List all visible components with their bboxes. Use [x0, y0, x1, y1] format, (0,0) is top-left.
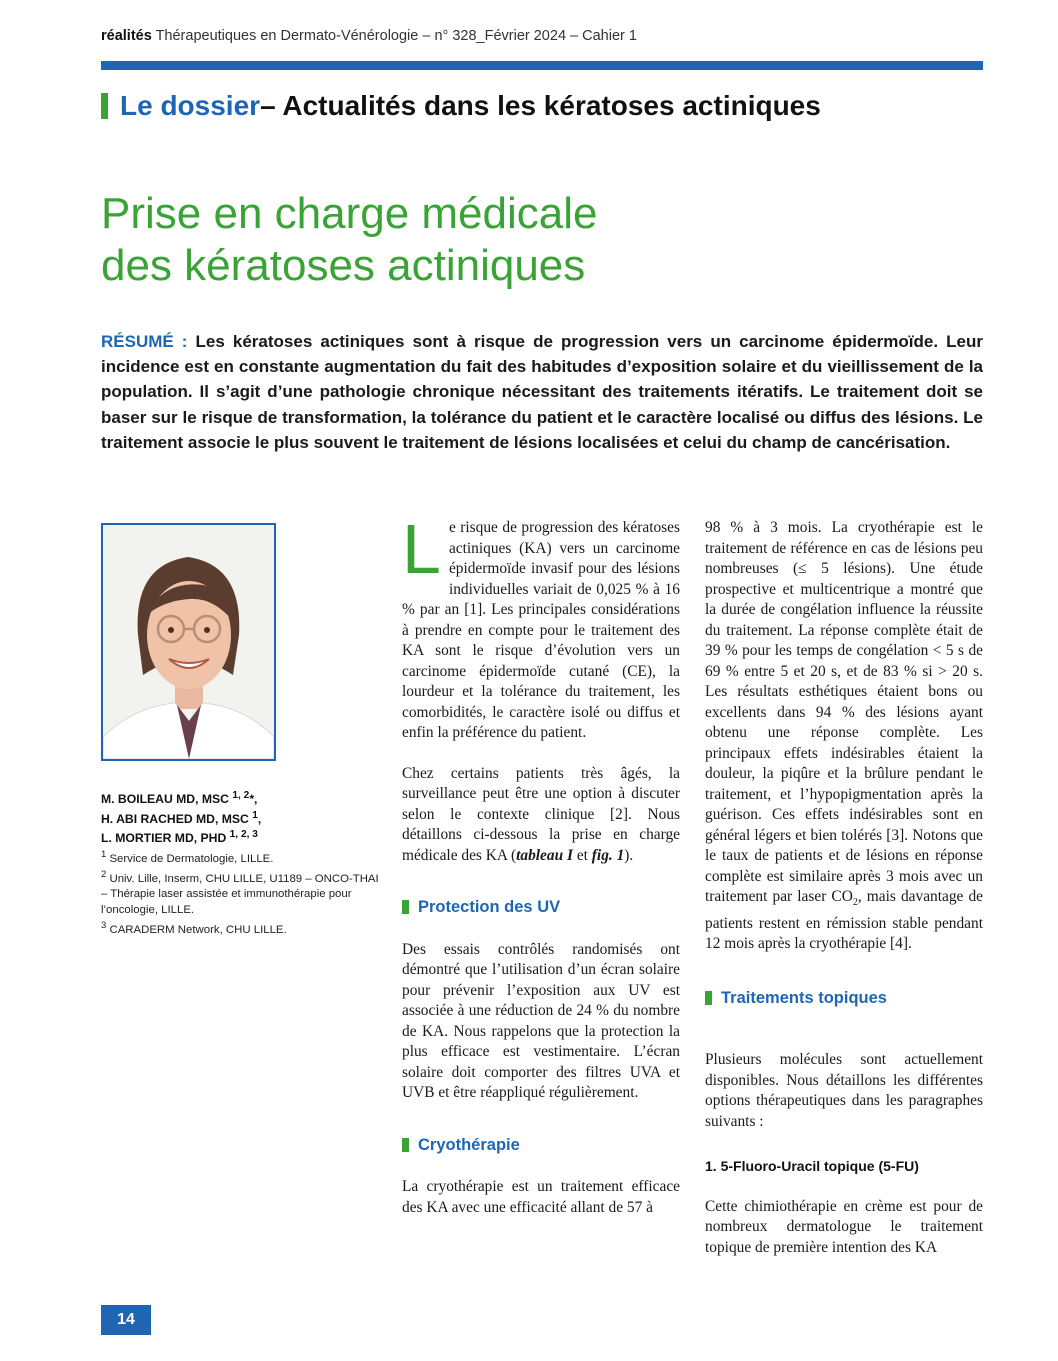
brand-name: réalités [101, 28, 152, 44]
affiliation-1-text: Service de Dermatologie, LILLE. [106, 852, 274, 865]
overview-and: et [572, 846, 592, 864]
author-2 [101, 808, 381, 828]
co2-subscript: 2 [852, 897, 858, 909]
cryotherapy-continued [705, 518, 983, 955]
heading-marker [705, 991, 712, 1005]
cryotherapy-continued-end: , mais davantage de patients restent en rémission stable pendant 12 mois après la cryothérapie [4]. [705, 888, 983, 953]
author-2-name: H. ABI RACHED MD, MSC [101, 811, 253, 826]
section-heading [101, 90, 821, 122]
section-label: Le dossier [120, 90, 261, 121]
table-ref: tableau I [516, 846, 573, 864]
running-header [101, 28, 637, 44]
abstract-label: RÉSUMÉ : [101, 332, 188, 351]
portrait-illustration [103, 525, 274, 759]
author-3-name: L. MORTIER MD, PHD [101, 831, 230, 846]
author-2-end: , [257, 811, 262, 826]
affiliation-3-num: 3 [101, 920, 107, 932]
heading-topical-text: Traitements topiques [721, 988, 887, 1007]
author-photo [101, 523, 276, 761]
overview-paragraph [402, 764, 680, 867]
heading-topical-treatments [705, 988, 983, 1009]
topical-paragraph: Plusieurs molécules sont actuellement disponibles. Nous détaillons les différentes options thérapeutiques dans les paragraphes suivants : [705, 1051, 983, 1130]
author-3 [101, 827, 381, 847]
overview-text: Chez certains patients très âgés, la surveillance peut être une option à discuter selon le contexte clinique [2]. Nous détaillons ci-dessous la prise en charge médicale des KA ( [402, 764, 680, 864]
author-3-affil: 1, 2, 3 [229, 829, 258, 841]
title-line-1: Prise en charge médicale [101, 189, 598, 238]
section-topic: – Actualités dans les kératoses actiniques [260, 90, 821, 121]
heading-cryotherapy [402, 1135, 680, 1156]
affiliation-3-text: CARADERM Network, CHU LILLE. [106, 924, 287, 937]
author-1 [101, 788, 381, 808]
page-number: 14 [101, 1305, 151, 1335]
article-title [101, 188, 901, 292]
body-column-3 [705, 518, 983, 1258]
abstract [101, 329, 983, 455]
title-line-2: des kératoses actiniques [101, 241, 586, 290]
affiliation-3 [101, 918, 381, 938]
author-2-affil: 1 [252, 809, 258, 821]
affiliation-1 [101, 847, 381, 867]
author-names [101, 788, 381, 847]
5fu-paragraph: Cette chimiothérapie en crème est pour de nombreux dermatologue le traitement topique de première intention des KA [705, 1197, 983, 1256]
figure-ref: fig. 1 [591, 846, 625, 864]
cryotherapy-paragraph: La cryothérapie est un traitement efficace des KA avec une efficacité allant de 57 à [402, 1178, 680, 1216]
heading-cryotherapy-text: Cryothérapie [418, 1135, 520, 1154]
heading-marker [402, 900, 409, 914]
author-block [101, 788, 381, 939]
publication-info: Thérapeutiques en Dermato-Vénérologie – n° 328_Février 2024 – Cahier 1 [151, 28, 637, 44]
section-marker [101, 93, 108, 119]
uv-paragraph: Des essais contrôlés randomisés ont démontré que l’utilisation d’un écran solaire pour prévenir l’exposition aux UV est associée à une réduction de 24 % du nombre de KA. Nous rappelons que la protection la plus efficace est vestimentaire. L’écran solaire doit comporter des filtres UVA et UVB et être réappliqué régulièrement. [402, 940, 680, 1101]
heading-5fu: 1. 5-Fluoro-Uracil topique (5-FU) [705, 1158, 919, 1175]
overview-end: ). [624, 846, 634, 864]
author-1-name: M. BOILEAU MD, MSC [101, 792, 233, 807]
heading-uv-protection [402, 897, 680, 918]
author-1-affil: 1, 2 [232, 790, 250, 801]
affiliation-1-num: 1 [101, 848, 107, 860]
affiliation-2-text: Univ. Lille, Inserm, CHU LILLE, U1189 – ONCO-THAI – Thérapie laser assistée et immunothérapie pour l’oncologie, LILLE. [101, 872, 379, 916]
affiliation-2-num: 2 [101, 868, 107, 880]
abstract-text: Les kératoses actiniques sont à risque de progression vers un carcinome épidermoïde. Leur incidence est en constante augmentation du fait des habitudes d’exposition solaire et du vieillissement de la population. Il s’agit d’une pathologie chronique nécessitant des traitements itératifs. Le traitement doit se baser sur le risque de transformation, la tolérance du patient et le caractère localisé ou diffus des lésions. Le traitement associe le plus souvent le traitement de lésions localisées et celui du champ de cancérisation. [101, 332, 983, 452]
cryotherapy-continued-text: 98 % à 3 mois. La cryothérapie est le traitement de référence en cas de lésions peu nombreuses (≤ 5 lésions). Une étude prospective et multicentrique a montré que la durée de congélation influence la réussite du traitement. La réponse complète était de 39 % pour les temps de congélation < 5 s de 69 % entre 5 et 20 s, et de 83 % si > 20 s. Les résultats esthétiques étaient bons ou excellents dans 94 % des lésions ayant obtenu une réponse complète. Les principaux effets indésirables étaient la douleur, la piqûre et la brûlure pendant le traitement, et l’hypopigmentation après la guérison. Ces effets indésirables sont en général légers et bien tolérés [3]. Notons que le taux de patients et de lésions en réponse complète est similaire après 3 mois avec un traitement par laser CO [705, 519, 983, 905]
author-1-star: *, [249, 792, 258, 807]
intro-paragraph [402, 510, 680, 744]
drop-cap: L [402, 510, 441, 588]
intro-text: e risque de progression des kératoses actiniques (KA) vers un carcinome épidermoïde invasif pour des lésions individuelles variait de 0,025 % à 16 % par an [1]. Les principales considérations à prendre en compte pour le traitement des KA sont le risque d’évolution vers un carcinome épidermoïde cutané (CE), la lourdeur et la tolérance du traitement, les comorbidités, le caractère isolé ou diffus et enfin la préférence du patient. [402, 519, 680, 741]
heading-uv-text: Protection des UV [418, 898, 561, 916]
body-column-2 [402, 510, 680, 1218]
header-rule [101, 61, 983, 70]
affiliation-2 [101, 867, 381, 918]
heading-marker [402, 1138, 409, 1152]
